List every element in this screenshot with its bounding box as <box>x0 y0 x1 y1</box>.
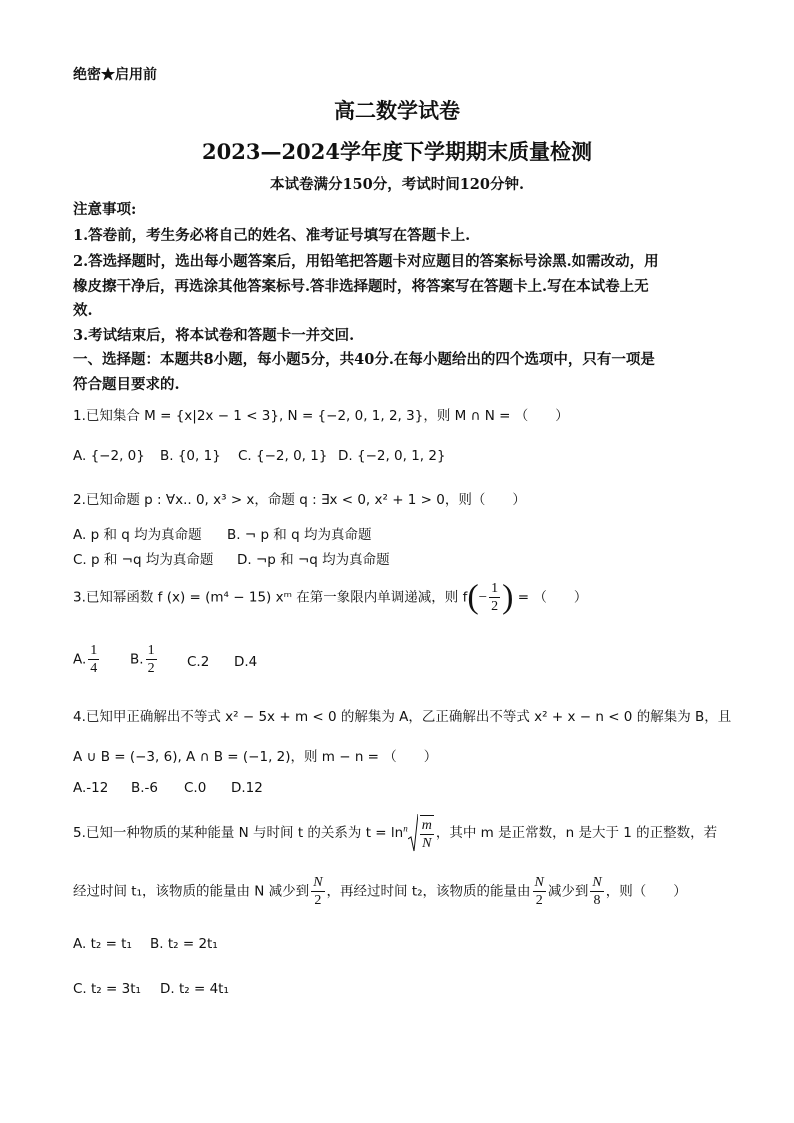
q5-fraction-3 <box>590 874 603 909</box>
fraction-numerator: 1 <box>90 643 98 658</box>
option-a-fraction <box>88 642 99 677</box>
fraction-denominator: 2 <box>314 893 322 908</box>
option-b-fraction <box>146 642 157 677</box>
note-2-line-2: 橡皮擦干净后，再选涂其他答案标号.答非选择题时，将答案写在答题卡上.写在本试卷上无 <box>73 278 649 295</box>
question-3-arg-sign: − <box>478 589 488 606</box>
fraction-numerator: N <box>592 875 602 890</box>
fraction-numerator: 1 <box>147 643 155 658</box>
option-label: A. <box>73 651 87 668</box>
fraction-denominator: 2 <box>147 661 155 676</box>
fraction-denominator: 8 <box>593 893 601 908</box>
note-3: 3.考试结束后，将本试卷和答题卡一并交回. <box>73 327 355 344</box>
right-paren: ) <box>502 578 514 616</box>
question-4-option-a: A.-12 <box>73 780 109 796</box>
q5-text-d: ，则（ ） <box>605 883 687 900</box>
fraction-numerator: N <box>313 875 323 890</box>
question-2-option-a: A. p 和 q 均为真命题 <box>73 527 202 543</box>
question-5-option-b: B. t₂ = 2t₁ <box>150 936 218 952</box>
question-3-option-a <box>73 642 101 677</box>
notes-heading: 注意事项: <box>73 201 137 218</box>
question-5-suffix: ，其中 m 是正常数，n 是大于 1 的正整数，若 <box>435 825 718 841</box>
fraction-denominator: 4 <box>90 661 98 676</box>
exam-name: 2023—2024学年度下学期期末质量检测 <box>202 139 592 164</box>
fraction-numerator: m <box>421 817 432 833</box>
question-5-prefix: 5.已知一种物质的某种能量 N 与时间 t 的关系为 t = ln <box>73 825 404 841</box>
root-fraction <box>420 815 434 852</box>
question-3-arg-fraction <box>489 580 500 615</box>
note-2-line-1: 2.答选择题时，选出每小题答案后，用铅笔把答题卡对应题目的答案标号涂黑.如需改动，用 <box>73 253 659 270</box>
section-1-heading-line-1: 一、选择题：本题共8小题，每小题5分，共40分.在每小题给出的四个选项中，只有一项是 <box>73 351 655 368</box>
question-4-option-b: B.-6 <box>131 780 159 796</box>
question-3-option-b <box>130 642 159 677</box>
q5-text-b: ，再经过时间 t₂，该物质的能量由 <box>326 883 531 900</box>
question-3-stem-prefix: 3.已知幂函数 f (x) = (m⁴ − 15) xᵐ 在第一象限内单调递减，则 f <box>73 589 468 606</box>
left-paren: ( <box>467 578 479 616</box>
question-5-stem-line-2 <box>73 874 687 909</box>
question-1-stem: 1.已知集合 M = {x|2x − 1 < 3}, N = {−2, 0, 1, 2, 3}，则 M ∩ N = （ ） <box>73 408 569 424</box>
question-2-option-b: B. ¬ p 和 q 均为真命题 <box>227 527 372 543</box>
question-5-option-c: C. t₂ = 3t₁ <box>73 981 141 997</box>
q5-fraction-2 <box>533 874 546 909</box>
fraction-denominator: N <box>422 835 432 851</box>
note-2-line-3: 效. <box>73 302 93 319</box>
exam-info: 本试卷满分150分，考试时间120分钟. <box>269 176 525 193</box>
fraction-denominator: 2 <box>535 893 543 908</box>
question-1-option-d: D. {−2, 0, 1, 2} <box>338 448 446 464</box>
question-5-option-d: D. t₂ = 4t₁ <box>160 981 229 997</box>
question-2-stem: 2.已知命题 p : ∀x.. 0, x³ > x，命题 q : ∃x < 0, x² + 1 > 0，则（ ） <box>73 492 526 508</box>
question-3-stem-suffix: = （ ） <box>513 589 588 606</box>
question-4-stem-line-2: A ∪ B = (−3, 6), A ∩ B = (−1, 2)，则 m − n = （ ） <box>73 749 438 765</box>
question-1-option-c: C. {−2, 0, 1} <box>238 448 328 464</box>
q5-text-a: 经过时间 t₁，该物质的能量由 N 减少到 <box>73 883 310 900</box>
question-5-option-a: A. t₂ = t₁ <box>73 936 132 952</box>
note-1: 1.答卷前，考生务必将自己的姓名、准考证号填写在答题卡上. <box>73 227 471 244</box>
fraction-numerator: N <box>534 875 544 890</box>
question-4-option-d: D.12 <box>231 780 263 796</box>
question-3-option-d: D.4 <box>234 654 258 670</box>
question-5-stem-line-1 <box>73 813 717 853</box>
question-3-stem <box>73 580 587 615</box>
question-1-option-a: A. {−2, 0} <box>73 448 145 464</box>
q5-text-c: 减少到 <box>547 883 589 900</box>
question-2-option-d: D. ¬p 和 ¬q 均为真命题 <box>237 552 390 568</box>
confidential-label: 绝密★启用前 <box>73 67 157 83</box>
question-2-option-c: C. p 和 ¬q 均为真命题 <box>73 552 214 568</box>
section-1-heading-line-2: 符合题目要求的. <box>73 376 180 393</box>
q5-fraction-1 <box>311 874 324 909</box>
radical-sign <box>408 813 418 853</box>
exam-title: 高二数学试卷 <box>334 98 460 123</box>
option-label: B. <box>130 651 144 668</box>
fraction-numerator: 1 <box>491 581 499 596</box>
question-4-stem-line-1: 4.已知甲正确解出不等式 x² − 5x + m < 0 的解集为 A，乙正确解出不等式 x² + x − n < 0 的解集为 B，且 <box>73 709 732 725</box>
root-index: n <box>403 823 408 834</box>
question-3-option-c: C.2 <box>187 654 210 670</box>
question-4-option-c: C.0 <box>184 780 207 796</box>
fraction-denominator: 2 <box>491 599 499 614</box>
question-1-option-b: B. {0, 1} <box>160 448 221 464</box>
